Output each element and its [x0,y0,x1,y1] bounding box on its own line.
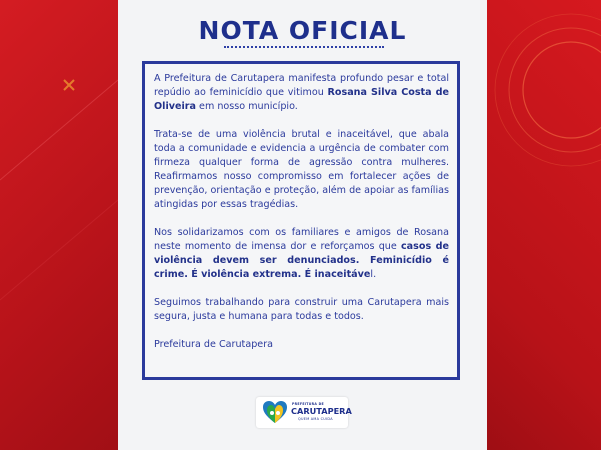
paragraph-3 [154,226,449,282]
note-text-box [142,61,460,380]
title-underline [224,46,384,48]
heart-logo-icon [262,400,288,425]
decorative-lines [0,0,118,450]
official-note-paper [118,0,487,450]
signature: Prefeitura de Carutapera [154,339,274,350]
page-title: NOTA OFICIAL [198,16,407,45]
logo-slogan: QUEM AMA CUIDA [298,417,333,421]
paragraph-1 [154,72,449,114]
left-red-background [0,0,118,450]
rings-decoration-icon [487,10,601,190]
prefeitura-logo [256,397,352,428]
paragraph-3-end: l. [370,269,377,280]
right-red-background [487,0,601,450]
logo-prefix: PREFEITURA DE [292,402,325,406]
x-decoration-icon [62,78,76,92]
paragraph-1-text: A Prefeitura de Carutapera manifesta profundo pesar e total repúdio ao feminicídio que vitimou [154,73,449,98]
paragraph-4: Seguimos trabalhando para construir uma Carutapera mais segura, justa e humana para todas e todos. [154,297,449,322]
victim-name: Rosana Silva Costa de Oliveira [154,87,449,112]
paragraph-1-end: em nosso município. [196,101,298,112]
logo-name: CARUTAPERA [291,406,352,416]
paragraph-2: Trata-se de uma violência brutal e inaceitável, que abala toda a comunidade e evidencia a urgência de combater com firmeza qualquer forma de agressão contra mulheres. Reafirmamos nosso compromisso em fortalecer ações de prevenção, orientação e proteção, além de apoiar as famílias atingidas por essas tragédias. [154,129,449,210]
paragraph-3-emphasis: casos de violência devem ser denunciados. Feminicídio é crime. É violência extrema. É inaceitáve [154,241,449,280]
paragraph-3-text: Nos solidarizamos com os familiares e amigos de Rosana neste momento de imensa dor e reforçamos que [154,227,449,252]
